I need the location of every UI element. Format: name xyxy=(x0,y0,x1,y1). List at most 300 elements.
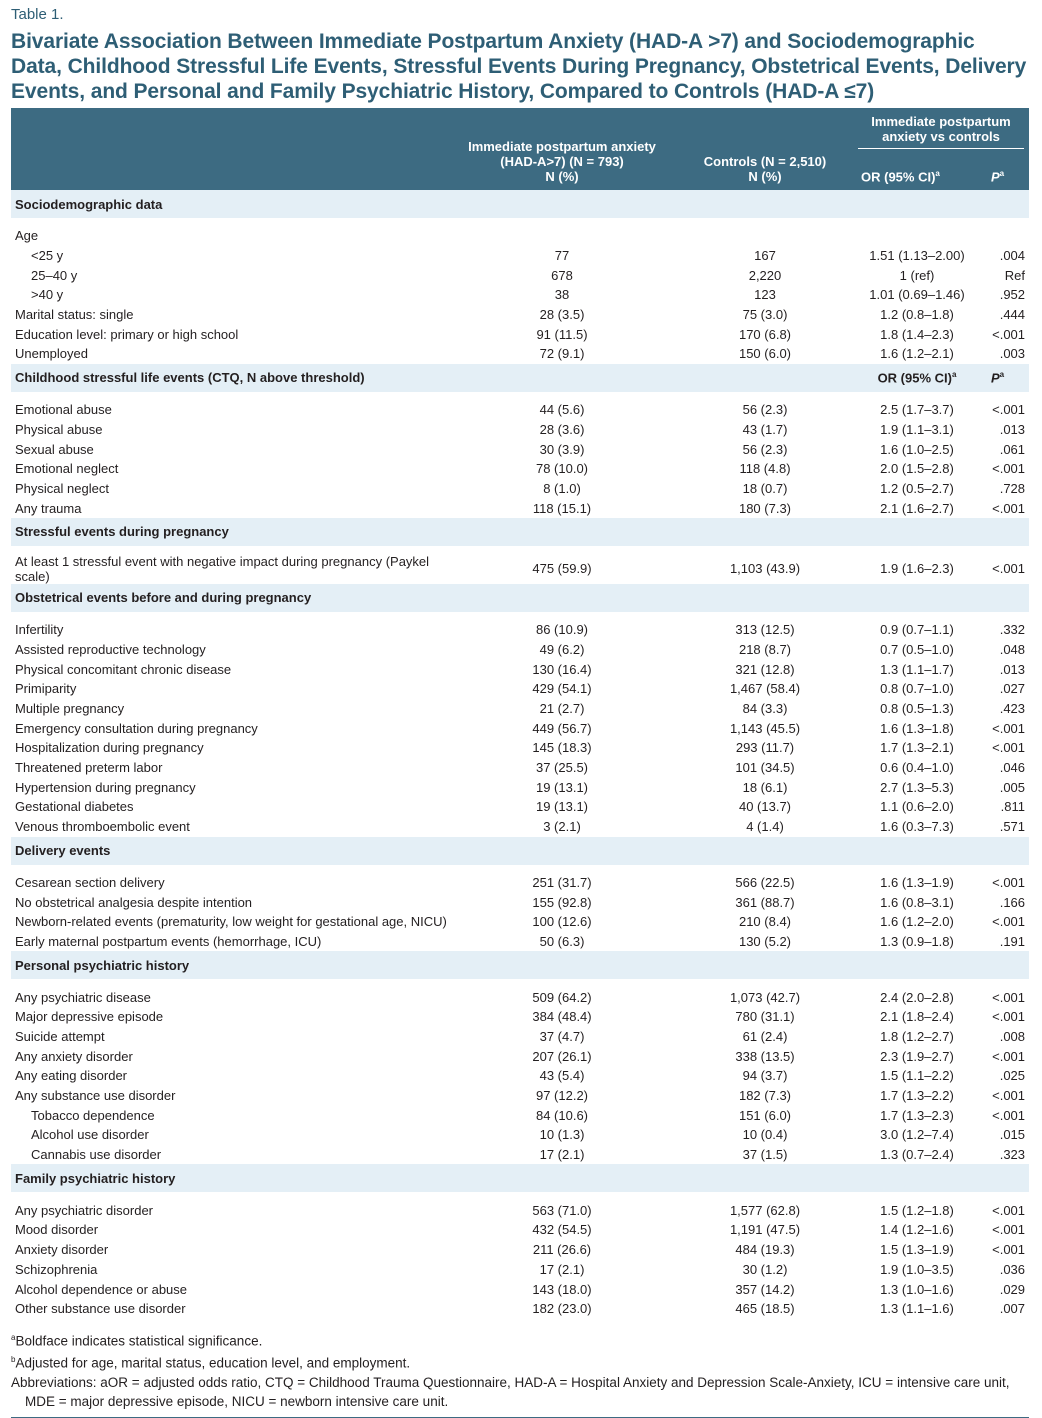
header-anxiety xyxy=(451,108,673,190)
cell-or: 1.5 (1.2–1.8) xyxy=(880,1202,954,1218)
cell-controls: 130 (5.2) xyxy=(738,933,792,949)
table-row xyxy=(11,1260,1029,1280)
table-row xyxy=(11,246,1029,266)
cell-anxiety: 130 (16.4) xyxy=(532,661,592,677)
table-row xyxy=(11,659,1029,679)
table-row xyxy=(11,738,1029,758)
row-label: Emotional abuse xyxy=(15,402,112,418)
section-title: Delivery events xyxy=(11,837,857,865)
cell-controls: 151 (6.0) xyxy=(738,1107,792,1123)
cell-anxiety: 251 (31.7) xyxy=(532,874,592,890)
section-header xyxy=(11,837,1029,865)
table-body xyxy=(11,190,1029,1319)
row-spacer-cell xyxy=(11,612,1029,620)
table-row xyxy=(11,498,1029,518)
cell-controls: 75 (3.0) xyxy=(742,307,788,323)
cell-anxiety: 145 (18.3) xyxy=(532,740,592,756)
cell-or: 1.1 (0.6–2.0) xyxy=(880,799,954,815)
row-label: Any trauma xyxy=(15,500,82,516)
cell-or: 1.6 (1.3–1.8) xyxy=(880,720,954,736)
cell-anxiety: 10 (1.3) xyxy=(539,1127,585,1143)
cell-anxiety: 84 (10.6) xyxy=(535,1107,589,1123)
cell-or: 1.6 (0.8–3.1) xyxy=(880,894,954,910)
cell-p: .444 xyxy=(999,307,1026,323)
row-label: Cesarean section delivery xyxy=(15,874,165,890)
cell-or: 0.7 (0.5–1.0) xyxy=(880,641,954,657)
header-controls-l2: N (%) xyxy=(748,169,782,184)
header-or-text: OR (95% CI) xyxy=(861,169,936,184)
table-label: Table 1. xyxy=(11,6,64,23)
cell-or: 1.6 (1.0–2.5) xyxy=(880,441,954,457)
table-row xyxy=(11,1007,1029,1027)
row-label: At least 1 stressful event with negative impact during pregnancy (Paykel scale) xyxy=(15,553,430,584)
cell-or: 1.9 (1.6–2.3) xyxy=(880,561,954,577)
section-header xyxy=(11,364,1029,392)
section-header xyxy=(11,951,1029,979)
table-header xyxy=(11,108,1029,190)
cell-or: 1.5 (1.1–2.2) xyxy=(880,1068,954,1084)
row-label: Early maternal postpartum events (hemorrhage, ICU) xyxy=(15,933,322,949)
row-label: Sexual abuse xyxy=(15,441,94,457)
row-spacer xyxy=(11,218,1029,226)
cell-p: <.001 xyxy=(992,914,1026,930)
row-label: Emotional neglect xyxy=(15,461,119,477)
table-row xyxy=(11,987,1029,1007)
header-p-sup: a xyxy=(999,168,1005,178)
cell-or: 1.4 (1.2–1.6) xyxy=(880,1222,954,1238)
row-label: Alcohol use disorder xyxy=(31,1127,149,1143)
row-label: Cannabis use disorder xyxy=(31,1147,162,1163)
cell-controls: 1,103 (43.9) xyxy=(729,561,801,577)
header-group-l1: Immediate postpartum xyxy=(871,114,1011,129)
cell-or xyxy=(857,226,977,246)
header-controls-l1: Controls (N = 2,510) xyxy=(703,154,827,169)
section-or-header xyxy=(857,364,977,392)
cell-p: .004 xyxy=(999,248,1026,264)
cell-p: .005 xyxy=(999,779,1026,795)
section-title: Childhood stressful life events (CTQ, N above threshold) xyxy=(11,364,857,392)
cell-anxiety: 19 (13.1) xyxy=(535,779,589,795)
cell-or: 1.6 (1.2–2.0) xyxy=(880,914,954,930)
footnote-b-sup: b xyxy=(11,1355,16,1365)
table-row xyxy=(11,1279,1029,1299)
row-label: Any eating disorder xyxy=(15,1068,128,1084)
cell-anxiety: 37 (4.7) xyxy=(539,1028,585,1044)
cell-controls: 56 (2.3) xyxy=(742,402,788,418)
section-or-header xyxy=(857,837,977,865)
table-row xyxy=(11,1220,1029,1240)
table-row xyxy=(11,1240,1029,1260)
cell-anxiety: 429 (54.1) xyxy=(532,681,592,697)
cell-anxiety: 78 (10.0) xyxy=(535,461,589,477)
cell-controls: 101 (34.5) xyxy=(735,760,795,776)
cell-anxiety: 155 (92.8) xyxy=(532,894,592,910)
cell-controls: 123 xyxy=(754,287,776,303)
cell-anxiety: 211 (26.6) xyxy=(532,1242,592,1258)
cell-p: <.001 xyxy=(992,1242,1026,1258)
section-header xyxy=(11,518,1029,546)
cell-anxiety: 509 (64.2) xyxy=(532,989,592,1005)
cell-p: .332 xyxy=(999,622,1026,638)
row-spacer-cell xyxy=(11,546,1029,554)
row-label: Age xyxy=(15,228,39,244)
cell-controls: 313 (12.5) xyxy=(735,622,795,638)
cell-or: 1.3 (1.1–1.6) xyxy=(880,1301,954,1317)
cell-anxiety: 563 (71.0) xyxy=(532,1202,592,1218)
cell-p: .015 xyxy=(999,1127,1026,1143)
header-p xyxy=(977,150,1029,190)
cell-p: .571 xyxy=(999,819,1026,835)
cell-p: .191 xyxy=(999,933,1026,949)
cell-p: <.001 xyxy=(992,1048,1026,1064)
footnotes xyxy=(11,1328,1029,1411)
row-label: Marital status: single xyxy=(15,307,134,323)
cell-anxiety: 97 (12.2) xyxy=(535,1088,589,1104)
cell-p: .025 xyxy=(999,1068,1026,1084)
cell-or: 1.51 (1.13–2.00) xyxy=(869,248,965,264)
cell-p: <.001 xyxy=(992,461,1026,477)
header-or xyxy=(857,150,977,190)
cell-anxiety: 91 (11.5) xyxy=(536,326,588,342)
row-label: No obstetrical analgesia despite intention xyxy=(15,894,253,910)
cell-or: 0.9 (0.7–1.1) xyxy=(880,622,954,638)
cell-controls: 293 (11.7) xyxy=(735,740,795,756)
section-p-header xyxy=(977,837,1029,865)
cell-anxiety: 432 (54.5) xyxy=(532,1222,592,1238)
table-row xyxy=(11,226,1029,246)
cell-controls: 321 (12.8) xyxy=(735,661,795,677)
cell-anxiety: 17 (2.1) xyxy=(539,1261,585,1277)
table-row xyxy=(11,324,1029,344)
cell-p: <.001 xyxy=(992,402,1026,418)
section-or-header xyxy=(857,1164,977,1192)
row-label: Other substance use disorder xyxy=(15,1301,186,1317)
section-or-sup: a xyxy=(951,370,957,380)
cell-anxiety: 37 (25.5) xyxy=(535,760,589,776)
cell-controls: 61 (2.4) xyxy=(742,1028,788,1044)
cell-controls: 182 (7.3) xyxy=(738,1088,792,1104)
cell-controls: 40 (13.7) xyxy=(738,799,792,815)
cell-or: 2.5 (1.7–3.7) xyxy=(880,402,954,418)
cell-anxiety: 118 (15.1) xyxy=(532,500,592,516)
cell-or: 1.3 (1.1–1.7) xyxy=(880,661,954,677)
cell-or: 1.01 (0.69–1.46) xyxy=(869,287,965,303)
cell-p: .423 xyxy=(999,701,1026,717)
section-p-header xyxy=(977,1164,1029,1192)
section-p-header xyxy=(977,190,1029,218)
section-or-text: OR (95% CI) xyxy=(877,370,952,386)
row-label: Hypertension during pregnancy xyxy=(15,779,196,795)
row-label: Infertility xyxy=(15,622,64,638)
table-row xyxy=(11,1200,1029,1220)
cell-p: .728 xyxy=(999,480,1026,496)
cell-or: 0.8 (0.5–1.3) xyxy=(880,701,954,717)
table-row xyxy=(11,459,1029,479)
cell-or: 2.7 (1.3–5.3) xyxy=(880,779,954,795)
table-row xyxy=(11,1145,1029,1165)
row-label: Any psychiatric disease xyxy=(15,989,151,1005)
header-group xyxy=(857,108,1029,150)
cell-p: .048 xyxy=(999,641,1026,657)
row-label: Physical abuse xyxy=(15,421,103,437)
header-empty xyxy=(11,108,451,190)
cell-anxiety: 678 xyxy=(551,267,573,283)
table-row xyxy=(11,758,1029,778)
cell-p: <.001 xyxy=(992,500,1026,516)
cell-p: <.001 xyxy=(992,561,1026,577)
cell-anxiety: 43 (5.4) xyxy=(539,1068,585,1084)
cell-or: 0.6 (0.4–1.0) xyxy=(880,760,954,776)
cell-or: 1.9 (1.0–3.5) xyxy=(880,1261,954,1277)
cell-controls: 1,073 (42.7) xyxy=(729,989,801,1005)
table-title: Bivariate Association Between Immediate Postpartum Anxiety (HAD-A >7) and Sociodemographic Data, Childhood Stressful Life Events, Stressful Events During Pregnancy, Obstetrical Events, Delivery Events, and Personal and Family Psychiatric History, Compared to Controls (HAD-A ≤7) xyxy=(11,30,1027,103)
row-label: Threatened preterm labor xyxy=(15,760,163,776)
section-p-header xyxy=(977,951,1029,979)
cell-p: <.001 xyxy=(992,1107,1026,1123)
table-row xyxy=(11,873,1029,893)
row-label: Newborn-related events (prematurity, low weight for gestational age, NICU) xyxy=(15,914,447,930)
row-spacer-cell xyxy=(11,1192,1029,1200)
section-header xyxy=(11,584,1029,612)
row-label: Any substance use disorder xyxy=(15,1088,176,1104)
row-label: Emergency consultation during pregnancy xyxy=(15,720,258,736)
table-row xyxy=(11,400,1029,420)
cell-controls: 10 (0.4) xyxy=(742,1127,788,1143)
row-label: >40 y xyxy=(31,287,64,303)
cell-controls: 18 (0.7) xyxy=(742,480,788,496)
table-row xyxy=(11,679,1029,699)
cell-anxiety: 44 (5.6) xyxy=(539,402,585,418)
cell-p: .013 xyxy=(999,421,1026,437)
cell-or: 1.6 (1.3–1.9) xyxy=(880,874,954,890)
cell-anxiety: 100 (12.6) xyxy=(532,914,592,930)
cell-anxiety: 21 (2.7) xyxy=(539,701,585,717)
cell-controls: 357 (14.2) xyxy=(735,1281,795,1297)
cell-controls: 94 (3.7) xyxy=(742,1068,788,1084)
cell-controls: 210 (8.4) xyxy=(738,914,792,930)
cell-controls: 1,467 (58.4) xyxy=(729,681,801,697)
cell-controls: 84 (3.3) xyxy=(742,701,788,717)
row-label: Major depressive episode xyxy=(15,1009,164,1025)
table-row xyxy=(11,344,1029,364)
footnote-abbreviations: Abbreviations: aOR = adjusted odds ratio, CTQ = Childhood Trauma Questionnaire, HAD-A = Hospital Anxiety and Depression Scale-Anxiety, ICU = intensive care unit, MDE = major depressive episode, NICU = newborn intensive care unit. xyxy=(11,1374,1010,1409)
cell-or: 2.1 (1.8–2.4) xyxy=(880,1009,954,1025)
cell-or: 2.3 (1.9–2.7) xyxy=(880,1048,954,1064)
header-group-text xyxy=(858,114,1024,149)
cell-p: <.001 xyxy=(992,326,1026,342)
cell-or: 1.3 (1.0–1.6) xyxy=(880,1281,954,1297)
header-group-l2: anxiety vs controls xyxy=(882,129,1000,144)
cell-or: 2.1 (1.6–2.7) xyxy=(880,500,954,516)
section-or-header xyxy=(857,190,977,218)
table-row xyxy=(11,699,1029,719)
header-anxiety-l1: Immediate postpartum anxiety xyxy=(468,139,656,154)
section-or-header xyxy=(857,584,977,612)
table-row xyxy=(11,1046,1029,1066)
cell-anxiety: 86 (10.9) xyxy=(535,622,589,638)
data-table xyxy=(11,108,1029,1319)
header-controls xyxy=(673,108,857,190)
footnote-a-text: Boldface indicates statistical significance. xyxy=(15,1333,263,1349)
cell-or: 2.0 (1.5–2.8) xyxy=(880,461,954,477)
table-row xyxy=(11,892,1029,912)
table-row xyxy=(11,554,1029,584)
cell-controls: 4 (1.4) xyxy=(746,819,784,835)
row-label: Any psychiatric disorder xyxy=(15,1202,153,1218)
row-label: <25 y xyxy=(31,248,64,264)
row-label: Education level: primary or high school xyxy=(15,326,239,342)
cell-or: 1.6 (0.3–7.3) xyxy=(880,819,954,835)
row-spacer xyxy=(11,392,1029,400)
bottom-rule xyxy=(11,1417,1029,1418)
cell-controls: 43 (1.7) xyxy=(742,421,788,437)
cell-controls: 1,191 (47.5) xyxy=(729,1222,801,1238)
table-row xyxy=(11,1125,1029,1145)
header-anxiety-l2: (HAD-A>7) (N = 793) xyxy=(500,154,624,169)
cell-anxiety: 182 (23.0) xyxy=(532,1301,592,1317)
table-row xyxy=(11,777,1029,797)
cell-p: .013 xyxy=(999,661,1026,677)
cell-p: <.001 xyxy=(992,1009,1026,1025)
section-title: Personal psychiatric history xyxy=(11,951,857,979)
cell-controls: 118 (4.8) xyxy=(739,461,791,477)
cell-anxiety: 28 (3.5) xyxy=(539,307,585,323)
table-row xyxy=(11,718,1029,738)
row-label: Alcohol dependence or abuse xyxy=(15,1281,188,1297)
row-label: Unemployed xyxy=(15,346,88,362)
cell-controls: 18 (6.1) xyxy=(742,779,788,795)
table-row xyxy=(11,1027,1029,1047)
cell-p: <.001 xyxy=(992,740,1026,756)
cell-or: 1 (ref) xyxy=(899,267,935,283)
row-spacer xyxy=(11,1192,1029,1200)
cell-p: <.001 xyxy=(992,1088,1026,1104)
cell-p: .027 xyxy=(999,681,1026,697)
row-label: Suicide attempt xyxy=(15,1028,105,1044)
row-spacer xyxy=(11,865,1029,873)
table-row xyxy=(11,797,1029,817)
cell-controls: 167 xyxy=(754,248,776,264)
row-label: Gestational diabetes xyxy=(15,799,134,815)
cell-p: <.001 xyxy=(992,1222,1026,1238)
table-row xyxy=(11,1299,1029,1319)
section-p-header xyxy=(977,518,1029,546)
section-p-sup: a xyxy=(999,370,1005,380)
section-title: Sociodemographic data xyxy=(11,190,857,218)
cell-p: .036 xyxy=(999,1261,1026,1277)
cell-p: .046 xyxy=(999,760,1026,776)
table-row xyxy=(11,265,1029,285)
cell-or: 1.7 (1.3–2.2) xyxy=(880,1088,954,1104)
cell-p: .003 xyxy=(999,346,1026,362)
cell-or: 1.2 (0.8–1.8) xyxy=(880,307,954,323)
cell-or: 1.7 (1.3–2.1) xyxy=(880,740,954,756)
row-spacer-cell xyxy=(11,979,1029,987)
cell-anxiety: 3 (2.1) xyxy=(543,819,581,835)
cell-or: 1.2 (0.5–2.7) xyxy=(880,480,954,496)
table-row xyxy=(11,912,1029,932)
cell-controls: 338 (13.5) xyxy=(735,1048,795,1064)
row-spacer xyxy=(11,546,1029,554)
table-row xyxy=(11,439,1029,459)
cell-or: 0.8 (0.7–1.0) xyxy=(880,681,954,697)
cell-p: Ref xyxy=(1004,267,1026,283)
cell-controls: 780 (31.1) xyxy=(735,1009,795,1025)
row-spacer-cell xyxy=(11,392,1029,400)
table-row xyxy=(11,817,1029,837)
cell-or: 3.0 (1.2–7.4) xyxy=(880,1127,954,1143)
section-title: Stressful events during pregnancy xyxy=(11,518,857,546)
footnote-a-sup: a xyxy=(11,1332,16,1342)
cell-p: .811 xyxy=(1000,799,1026,815)
cell-p: <.001 xyxy=(992,874,1026,890)
row-spacer xyxy=(11,612,1029,620)
cell-anxiety: 475 (59.9) xyxy=(532,561,592,577)
table-row xyxy=(11,932,1029,952)
cell-p: <.001 xyxy=(992,1202,1026,1218)
cell-controls: 1,143 (45.5) xyxy=(729,720,801,736)
cell-controls: 566 (22.5) xyxy=(735,874,795,890)
section-or-header xyxy=(857,518,977,546)
cell-p: .008 xyxy=(999,1028,1026,1044)
row-label: Hospitalization during pregnancy xyxy=(15,740,204,756)
cell-anxiety: 77 xyxy=(554,248,570,264)
row-label: Schizophrenia xyxy=(15,1261,98,1277)
row-label: Physical concomitant chronic disease xyxy=(15,661,232,677)
cell-anxiety: 17 (2.1) xyxy=(539,1147,585,1163)
table-row xyxy=(11,1086,1029,1106)
footnote-b-text: Adjusted for age, marital status, education level, and employment. xyxy=(15,1355,411,1371)
cell-or: 1.7 (1.3–2.3) xyxy=(880,1107,954,1123)
section-title: Family psychiatric history xyxy=(11,1164,857,1192)
row-label: Assisted reproductive technology xyxy=(15,641,206,657)
header-or-sup: a xyxy=(935,168,940,178)
section-header xyxy=(11,190,1029,218)
cell-or: 1.6 (1.2–2.1) xyxy=(880,346,954,362)
cell-p xyxy=(977,226,1029,246)
cell-or: 2.4 (2.0–2.8) xyxy=(880,989,954,1005)
row-label: Venous thromboembolic event xyxy=(15,819,190,835)
row-label: Tobacco dependence xyxy=(31,1107,155,1123)
cell-controls: 218 (8.7) xyxy=(738,641,792,657)
cell-anxiety: 38 xyxy=(554,287,570,303)
cell-controls: 180 (7.3) xyxy=(738,500,792,516)
cell-or: 1.9 (1.1–3.1) xyxy=(880,421,954,437)
row-label: Any anxiety disorder xyxy=(15,1048,133,1064)
section-title: Obstetrical events before and during pregnancy xyxy=(11,584,857,612)
table-row xyxy=(11,1105,1029,1125)
section-or-header xyxy=(857,951,977,979)
cell-or: 1.5 (1.3–1.9) xyxy=(880,1242,954,1258)
cell-anxiety: 49 (6.2) xyxy=(539,641,585,657)
table-row xyxy=(11,640,1029,660)
cell-controls: 150 (6.0) xyxy=(738,346,792,362)
section-header xyxy=(11,1164,1029,1192)
cell-anxiety: 143 (18.0) xyxy=(532,1281,592,1297)
header-p-text: P xyxy=(991,169,1000,184)
section-p-header xyxy=(977,364,1029,392)
cell-p: .007 xyxy=(999,1301,1026,1317)
row-spacer-cell xyxy=(11,218,1029,226)
cell-controls: 484 (19.3) xyxy=(735,1242,795,1258)
cell-controls: 1,577 (62.8) xyxy=(729,1202,801,1218)
cell-anxiety xyxy=(451,226,673,246)
header-anxiety-l3: N (%) xyxy=(545,169,579,184)
cell-p: .323 xyxy=(999,1147,1026,1163)
cell-anxiety: 449 (56.7) xyxy=(532,720,592,736)
cell-controls: 37 (1.5) xyxy=(742,1147,788,1163)
cell-controls: 56 (2.3) xyxy=(742,441,788,457)
